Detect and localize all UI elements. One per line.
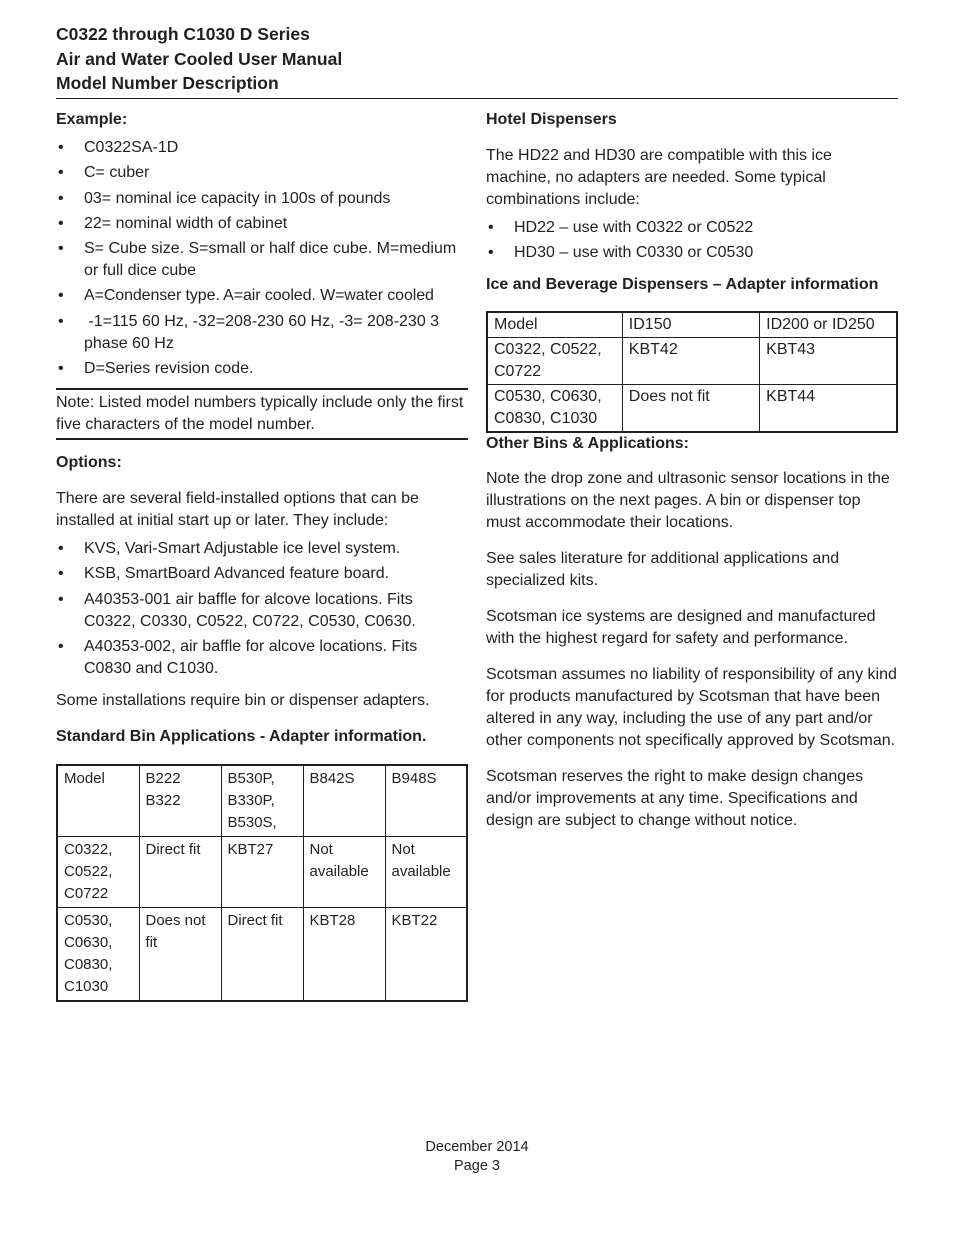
bullet-icon: • xyxy=(58,590,64,608)
header-section-title: Model Number Description xyxy=(56,73,279,93)
paragraph: Scotsman assumes no liability of responsibility of any kind for products manufactured by Scotsman that have been altered in any way, including the use of any part and/or other components not specifically approved by Scotsman. xyxy=(486,666,897,750)
model-number-note: Note: Listed model numbers typically include only the first five characters of the model number. xyxy=(56,388,468,440)
bullet-icon: • xyxy=(58,214,64,232)
options-intro: There are several field-installed options that can be installed at initial start up or later. They include: xyxy=(56,490,419,530)
bullet-icon: • xyxy=(58,360,64,378)
ice-beverage-table xyxy=(486,311,898,433)
bullet-icon: • xyxy=(58,164,64,182)
table-cell: KBT28 xyxy=(303,907,385,1001)
list-item: • 03= nominal ice capacity in 100s of pounds xyxy=(56,188,468,210)
table-cell: Does not fit xyxy=(622,385,759,433)
table-row xyxy=(57,836,467,907)
example-list xyxy=(56,137,468,380)
hotel-dispensers-list xyxy=(486,217,898,264)
bullet-icon: • xyxy=(488,244,494,262)
list-item: • HD30 – use with C0330 or C0530 xyxy=(486,242,898,264)
list-item: • C0322SA-1D xyxy=(56,137,468,159)
table-header-cell: Model xyxy=(57,765,139,837)
table-cell: Does not fit xyxy=(139,907,221,1001)
bullet-icon: • xyxy=(58,287,64,305)
bullet-icon: • xyxy=(58,540,64,558)
bullet-icon: • xyxy=(58,240,64,258)
std-bin-table xyxy=(56,764,468,1002)
bullet-icon: • xyxy=(58,565,64,583)
table-cell: KBT22 xyxy=(385,907,467,1001)
table-header-cell: ID200 or ID250 xyxy=(760,312,897,338)
page-footer xyxy=(0,1138,954,1176)
page-header xyxy=(56,22,898,96)
hotel-dispensers-text: The HD22 and HD30 are compatible with this ice machine, no adapters are needed. Some typical combinations include: xyxy=(486,147,832,208)
table-cell: Not available xyxy=(303,836,385,907)
paragraph: Scotsman ice systems are designed and manufactured with the highest regard for safety and performance. xyxy=(486,608,876,648)
paragraph: See sales literature for additional applications and specialized kits. xyxy=(486,550,840,590)
table-header-cell: ID150 xyxy=(622,312,759,338)
right-column xyxy=(486,108,898,832)
table-row xyxy=(487,385,897,433)
list-item: • 22= nominal width of cabinet xyxy=(56,213,468,235)
list-item: • A40353-001 air baffle for alcove locations. Fits C0322, C0330, C0522, C0722, C0530, C0630. xyxy=(58,590,416,630)
footer-page-number: Page 3 xyxy=(454,1158,500,1174)
table-cell: KBT44 xyxy=(760,385,897,433)
bullet-icon: • xyxy=(58,312,64,330)
table-cell: Direct fit xyxy=(221,907,303,1001)
ice-beverage-heading: Ice and Beverage Dispensers – Adapter information xyxy=(486,276,879,294)
table-header-row xyxy=(487,312,897,338)
table-header-cell: B530P, B330P, B530S, xyxy=(221,765,303,837)
options-heading: Options: xyxy=(56,454,122,472)
header-rule xyxy=(56,98,898,99)
table-cell: KBT27 xyxy=(221,836,303,907)
table-cell: C0322, C0522, C0722 xyxy=(487,338,622,385)
table-cell: Not available xyxy=(385,836,467,907)
header-manual-title: Air and Water Cooled User Manual xyxy=(56,48,343,69)
list-item: • KSB, SmartBoard Advanced feature board. xyxy=(56,563,468,585)
table-cell: KBT43 xyxy=(760,338,897,385)
list-item: • D=Series revision code. xyxy=(56,358,468,380)
other-bins-heading: Other Bins & Applications: xyxy=(486,435,689,453)
list-item: • HD22 – use with C0322 or C0522 xyxy=(486,217,898,239)
table-row xyxy=(57,907,467,1001)
table-header-cell: B222 B322 xyxy=(139,765,221,837)
std-bin-heading: Standard Bin Applications - Adapter information. xyxy=(56,727,427,745)
bullet-icon: • xyxy=(58,139,64,156)
list-item: • -1=115 60 Hz, -32=208-230 60 Hz, -3= 208-230 3 phase 60 Hz xyxy=(58,312,444,352)
paragraph: Note the drop zone and ultrasonic sensor locations in the illustrations on the next pages. A bin or dispenser top must accommodate their locations. xyxy=(486,470,890,532)
table-cell: KBT42 xyxy=(622,338,759,385)
table-header-cell: Model xyxy=(487,312,622,338)
bullet-icon: • xyxy=(488,219,494,236)
example-heading: Example: xyxy=(56,111,128,128)
adapters-text: Some installations require bin or dispenser adapters. xyxy=(56,691,430,709)
table-row xyxy=(487,338,897,385)
footer-date: December 2014 xyxy=(425,1139,529,1155)
table-cell: Direct fit xyxy=(139,836,221,907)
list-item: • C= cuber xyxy=(56,162,468,184)
table-cell: C0530, C0630, C0830, C1030 xyxy=(57,907,139,1001)
list-item: • A40353-002, air baffle for alcove locations. Fits C0830 and C1030. xyxy=(58,637,418,677)
bullet-icon: • xyxy=(58,637,64,655)
options-list xyxy=(56,538,468,680)
paragraph: Scotsman reserves the right to make design changes and/or improvements at any time. Specifications and design are subject to change without notice. xyxy=(486,768,864,830)
list-item: • A=Condenser type. A=air cooled. W=water cooled xyxy=(56,285,468,307)
table-cell: C0530, C0630, C0830, C1030 xyxy=(487,385,622,433)
bullet-icon: • xyxy=(58,189,64,207)
table-header-row xyxy=(57,765,467,837)
table-cell: C0322, C0522, C0722 xyxy=(57,836,139,907)
table-header-cell: B842S xyxy=(303,765,385,837)
table-header-cell: B948S xyxy=(385,765,467,837)
left-column xyxy=(56,108,468,1002)
list-item: • S= Cube size. S=small or half dice cube. M=medium or full dice cube xyxy=(58,240,457,280)
list-item: • KVS, Vari-Smart Adjustable ice level system. xyxy=(56,538,468,560)
hotel-dispensers-heading: Hotel Dispensers xyxy=(486,111,617,128)
header-series-title: C0322 through C1030 D Series xyxy=(56,24,310,44)
